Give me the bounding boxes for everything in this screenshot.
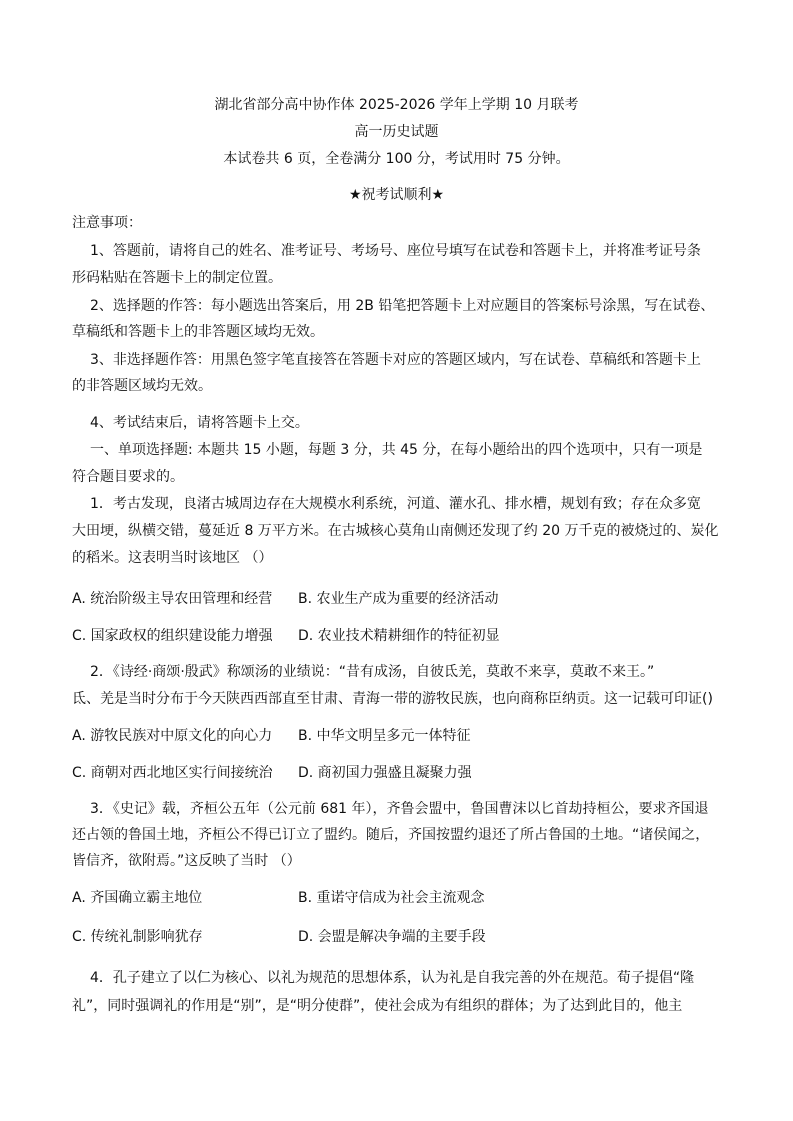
question-3-option-b: B. 重诺守信成为社会主流观念 — [298, 890, 485, 906]
question-2-option-d: D. 商初国力强盛且凝聚力强 — [298, 765, 472, 781]
good-luck-wish: ★祝考试顺利★ — [348, 187, 445, 203]
question-1-option-d: D. 农业技术精耕细作的特征初显 — [298, 628, 500, 644]
question-4-line-1: 4．孔子建立了以仁为核心、以礼为规范的思想体系，认为礼是自我完善的外在规范。荀子提倡“隆 — [90, 970, 695, 986]
question-2-option-a: A. 游牧民族对中原文化的向心力 — [72, 728, 273, 744]
question-1-option-a: A. 统治阶级主导农田管理和经营 — [72, 591, 273, 607]
subject-title: 高一历史试题 — [354, 124, 439, 140]
question-1-line-3: 的稻米。这表明当时该地区 （） — [72, 550, 273, 566]
section-1-heading-line-2: 符合题目要求的。 — [72, 469, 184, 485]
exam-title: 湖北省部分高中协作体 2025-2026 学年上学期 10 月联考 — [214, 97, 579, 113]
notice-item-2-line-2: 草稿纸和答题卡上的非答题区域均无效。 — [72, 324, 324, 340]
section-1-heading-line-1: 一、单项选择题: 本题共 15 小题，每题 3 分，共 45 分，在每小题给出的四个选项中，只有一项是 — [90, 442, 703, 458]
question-1-line-2: 大田埂，纵横交错，蔓延近 8 万平方米。在古城核心莫角山南侧还发现了约 20 万千克的被烧过的、炭化 — [72, 523, 719, 539]
notice-item-3-line-1: 3、非选择题作答：用黑色签字笔直接答在答题卡对应的答题区域内，写在试卷、草稿纸和答题卡上 — [90, 352, 701, 368]
notice-item-1-line-1: 1、答题前，请将自己的姓名、准考证号、考场号、座位号填写在试卷和答题卡上，并将准考证号条 — [90, 243, 701, 259]
question-2-option-b: B. 中华文明呈多元一体特征 — [298, 728, 471, 744]
question-3-line-1: 3．《史记》载，齐桓公五年（公元前 681 年），齐鲁会盟中，鲁国曹沫以匕首劫持桓公，要求齐国退 — [90, 801, 709, 817]
question-1-line-1: 1．考古发现，良渚古城周边存在大规模水利系统，河道、灌水孔、排水槽，规划有致；存在众多宽 — [90, 496, 701, 512]
question-1-option-b: B. 农业生产成为重要的经济活动 — [298, 591, 499, 607]
question-2-line-1: 2．《诗经·商颂·殷武》称颂汤的业绩说：“昔有成汤，自彼氐羌，莫敢不来享，莫敢不来王。” — [90, 664, 655, 680]
question-1-option-c: C. 国家政权的组织建设能力增强 — [72, 628, 273, 644]
notice-item-1-line-2: 形码粘贴在答题卡上的制定位置。 — [72, 270, 282, 286]
question-3-line-2: 还占领的鲁国土地，齐桓公不得已订立了盟约。随后，齐国按盟约退还了所占鲁国的土地。“诸侯闻之， — [72, 827, 710, 843]
question-3-line-3: 皆信齐，欲附焉。”这反映了当时 （） — [72, 853, 301, 869]
notice-item-2-line-1: 2、选择题的作答：每小题选出答案后，用 2B 铅笔把答题卡上对应题目的答案标号涂黑，写在试卷、 — [90, 298, 715, 314]
question-3-option-d: D. 会盟是解决争端的主要手段 — [298, 929, 486, 945]
notice-item-4: 4、考试结束后，请将答题卡上交。 — [90, 415, 309, 431]
question-4-line-2: 礼”，同时强调礼的作用是“别”，是“明分使群”，使社会成为有组织的群体；为了达到此目的，他主 — [72, 998, 683, 1014]
notice-item-3-line-2: 的非答题区域均无效。 — [72, 378, 212, 394]
question-2-line-2: 氐、羌是当时分布于今天陕西西部直至甘肃、青海一带的游牧民族，也向商称臣纳贡。这一记载可印证() — [72, 691, 713, 707]
notice-heading: 注意事项： — [72, 215, 142, 231]
question-3-option-c: C. 传统礼制影响犹存 — [72, 929, 203, 945]
question-3-option-a: A. 齐国确立霸主地位 — [72, 890, 203, 906]
exam-info: 本试卷共 6 页，全卷满分 100 分，考试用时 75 分钟。 — [223, 151, 570, 167]
question-2-option-c: C. 商朝对西北地区实行间接统治 — [72, 765, 273, 781]
